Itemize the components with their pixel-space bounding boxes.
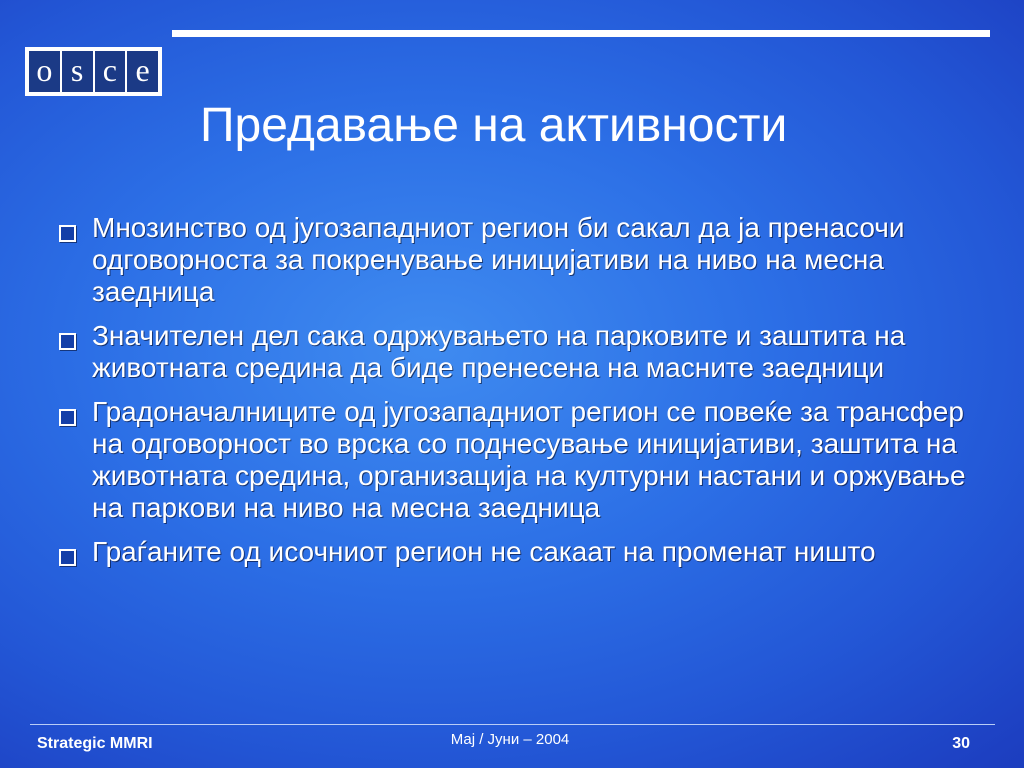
- bullet-item: [56, 396, 966, 524]
- footer-date: Мај / Јуни – 2004: [450, 731, 570, 748]
- footer-project-name: Strategic MMRI: [37, 735, 153, 752]
- bullet-item: [56, 320, 966, 384]
- logo-letter: e: [127, 51, 158, 92]
- bullet-item: [56, 212, 966, 308]
- square-bullet-icon: [59, 333, 76, 350]
- footer-divider-line: [30, 724, 995, 725]
- osce-logo: [25, 47, 162, 96]
- top-divider-line: [172, 30, 990, 37]
- bullet-text: Мнозинство од југозападниот регион би сакал да ја пренасочи одговорноста за покренување иницијативи на ниво на месна заедница: [92, 212, 905, 307]
- square-bullet-icon: [59, 549, 76, 566]
- bullet-text: Градоначалниците од југозападниот регион се повеќе за трансфер на одговорност во врска со поднесување иницијативи, заштита на животната средина, организација на културни настани и оржување на паркови на ниво на месна заедница: [92, 396, 966, 523]
- logo-letter: s: [62, 51, 93, 92]
- bullet-item: [56, 536, 966, 568]
- page-number: 30: [952, 735, 970, 752]
- slide-title: Предавање на активности: [200, 99, 788, 152]
- logo-letter: o: [29, 51, 60, 92]
- logo-letter: c: [95, 51, 126, 92]
- bullet-text: Значителен дел сака одржувањето на парковите и заштита на животната средина да биде пренесена на масните заедници: [92, 320, 906, 383]
- bullet-text: Граѓаните од исочниот регион не сакаат на променат ништо: [92, 536, 876, 567]
- square-bullet-icon: [59, 225, 76, 242]
- bullet-list: [56, 212, 966, 580]
- square-bullet-icon: [59, 409, 76, 426]
